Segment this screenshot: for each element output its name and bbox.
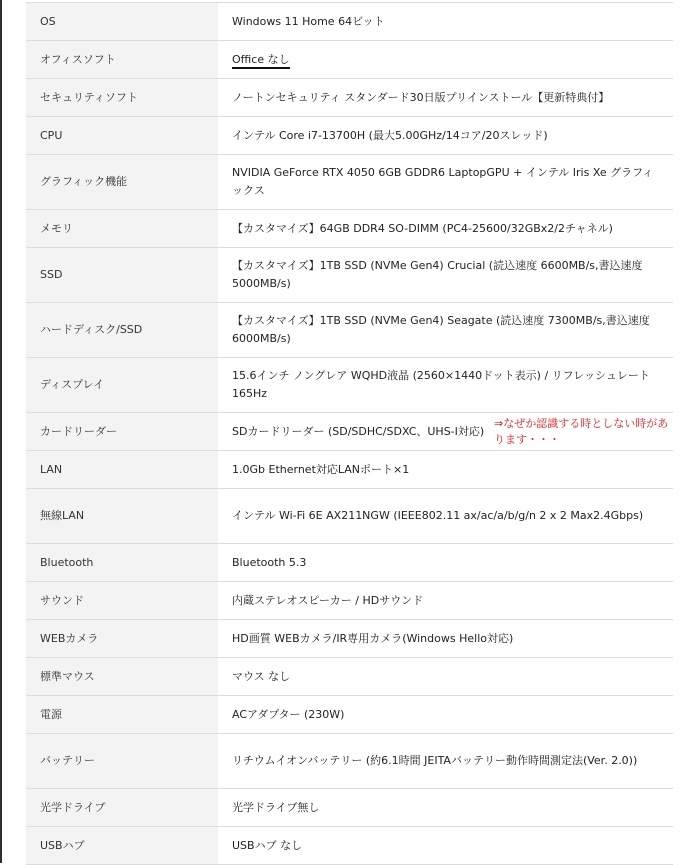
spec-row-office	[26, 41, 673, 79]
spec-label: バッテリー	[26, 734, 218, 789]
spec-label: USBハブ	[26, 827, 218, 865]
spec-label: 電源	[26, 696, 218, 734]
spec-value: 【カスタマイズ】1TB SSD (NVMe Gen4) Crucial (読込速度 6600MB/s,書込速度 5000MB/s)	[218, 248, 673, 303]
spec-value: 【カスタマイズ】64GB DDR4 SO-DIMM (PC4-25600/32GBx2/2チャネル)	[218, 210, 673, 248]
spec-value: ノートンセキュリティ スタンダード30日版プリインストール【更新特典付】	[218, 79, 673, 117]
spec-label: SSD	[26, 248, 218, 303]
spec-row-cpu	[26, 117, 673, 155]
spec-row-card-reader	[26, 413, 673, 451]
red-annotation-note: ⇒なぜか認識する時としない時があります・・・	[494, 417, 669, 446]
spec-label: オフィスソフト	[26, 41, 218, 79]
spec-value: 1.0Gb Ethernet対応LANポート×1	[218, 451, 673, 489]
left-edge-divider	[0, 0, 2, 863]
spec-value-cell	[218, 41, 673, 79]
spec-label: ディスプレイ	[26, 358, 218, 413]
spec-table-body	[26, 3, 673, 865]
spec-label: セキュリティソフト	[26, 79, 218, 117]
spec-value: Windows 11 Home 64ビット	[218, 3, 673, 41]
spec-value: Bluetooth 5.3	[218, 544, 673, 582]
spec-label: 無線LAN	[26, 489, 218, 544]
spec-label: メモリ	[26, 210, 218, 248]
spec-row-lan	[26, 451, 673, 489]
spec-value: インテル Core i7-13700H (最大5.00GHz/14コア/20スレッド)	[218, 117, 673, 155]
spec-row-webcam	[26, 620, 673, 658]
spec-label: Bluetooth	[26, 544, 218, 582]
spec-row-wireless-lan	[26, 489, 673, 544]
spec-row-mouse	[26, 658, 673, 696]
spec-label: グラフィック機能	[26, 155, 218, 210]
spec-row-battery	[26, 734, 673, 789]
spec-label: LAN	[26, 451, 218, 489]
spec-label: OS	[26, 3, 218, 41]
spec-label: CPU	[26, 117, 218, 155]
spec-label: ハードディスク/SSD	[26, 303, 218, 358]
spec-value: 内蔵ステレオスピーカー / HDサウンド	[218, 582, 673, 620]
spec-value: ACアダプター (230W)	[218, 696, 673, 734]
spec-value-cell	[218, 413, 673, 451]
spec-row-display	[26, 358, 673, 413]
spec-label: サウンド	[26, 582, 218, 620]
spec-value-underlined: Office なし	[232, 53, 290, 69]
spec-row-security	[26, 79, 673, 117]
spec-row-usb-hub	[26, 827, 673, 865]
spec-value: インテル Wi-Fi 6E AX211NGW (IEEE802.11 ax/ac/a/b/g/n 2 x 2 Max2.4Gbps)	[218, 489, 673, 544]
spec-value: 15.6インチ ノングレア WQHD液晶 (2560×1440ドット表示) / リフレッシュレート 165Hz	[218, 358, 673, 413]
spec-value: 【カスタマイズ】1TB SSD (NVMe Gen4) Seagate (読込速度 7300MB/s,書込速度 6000MB/s)	[218, 303, 673, 358]
spec-row-os	[26, 3, 673, 41]
spec-value: リチウムイオンバッテリー (約6.1時間 JEITAバッテリー動作時間測定法(Ver. 2.0))	[218, 734, 673, 789]
spec-label: 標準マウス	[26, 658, 218, 696]
spec-row-optical-drive	[26, 789, 673, 827]
spec-value: マウス なし	[218, 658, 673, 696]
spec-row-bluetooth	[26, 544, 673, 582]
spec-row-memory	[26, 210, 673, 248]
spec-label: 光学ドライブ	[26, 789, 218, 827]
spec-row-ssd	[26, 248, 673, 303]
spec-row-sound	[26, 582, 673, 620]
spec-value: 光学ドライブ無し	[218, 789, 673, 827]
spec-table	[26, 2, 673, 865]
spec-value: HD画質 WEBカメラ/IR専用カメラ(Windows Hello対応)	[218, 620, 673, 658]
spec-label: WEBカメラ	[26, 620, 218, 658]
spec-value: NVIDIA GeForce RTX 4050 6GB GDDR6 LaptopGPU + インテル Iris Xe グラフィックス	[218, 155, 673, 210]
spec-row-graphics	[26, 155, 673, 210]
spec-row-hdd-ssd	[26, 303, 673, 358]
spec-label: カードリーダー	[26, 413, 218, 451]
spec-row-power	[26, 696, 673, 734]
spec-value: SDカードリーダー (SD/SDHC/SDXC、UHS-I対応)	[232, 424, 485, 438]
spec-value: USBハブ なし	[218, 827, 673, 865]
